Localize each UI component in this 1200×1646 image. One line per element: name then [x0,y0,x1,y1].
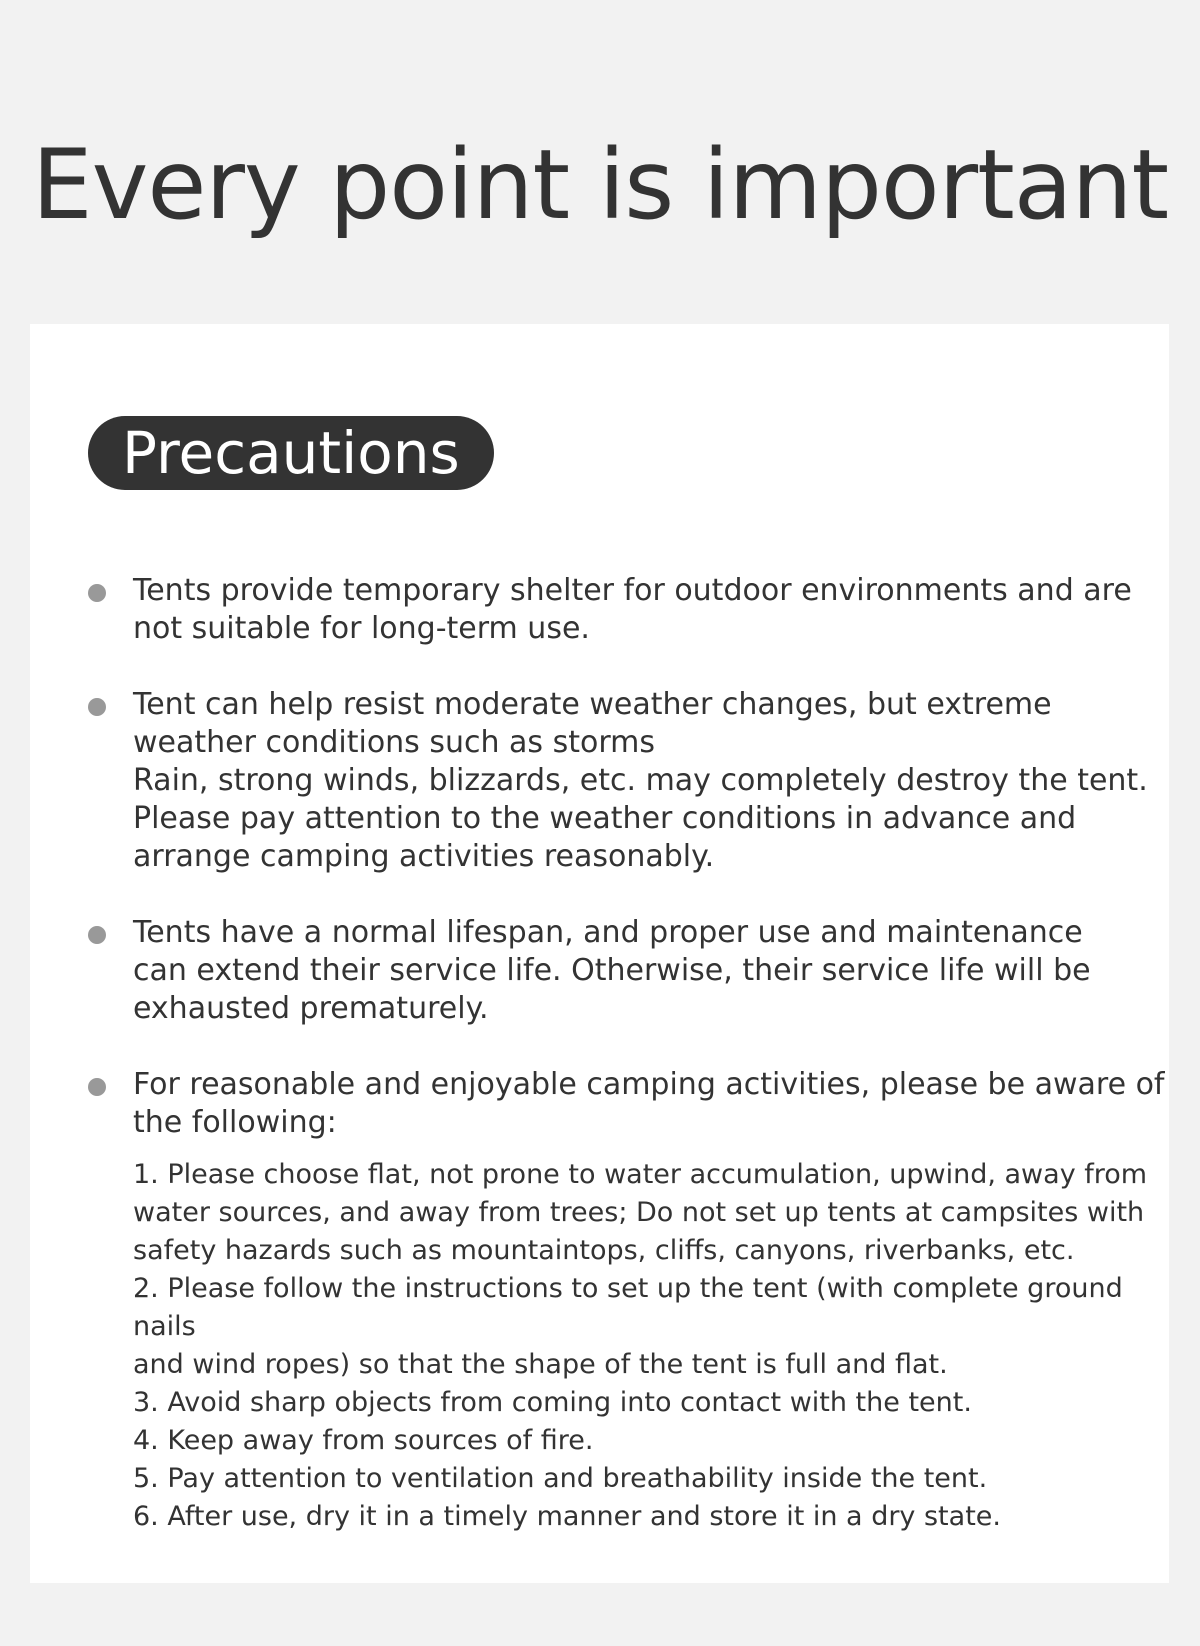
page-title: Every point is important [31,129,1169,241]
bullet-icon [88,1078,106,1096]
list-item-text: Tents have a normal lifespan, and proper use and maintenance can extend their service life. Otherwise, their service life will be exhausted prematurely. [133,915,1091,1026]
list-item-text: Tent can help resist moderate weather changes, but extreme weather conditions such as storms Rain, strong winds, blizzards, etc. may completely destroy the tent. Please pay attention to the weather conditions in advance and arrange camping activities reasonably. [133,687,1148,874]
list-item [30,914,1169,1028]
list-item [30,686,1169,876]
guideline-item: 2. Please follow the instructions to set up the tent (with complete ground nails and wind ropes) so that the shape of the tent is full and flat. [133,1273,1123,1380]
guideline-item: 3. Avoid sharp objects from coming into contact with the tent. [133,1387,972,1418]
guideline-item: 5. Pay attention to ventilation and breathability inside the tent. [133,1463,988,1494]
guideline-item: 6. After use, dry it in a timely manner and store it in a dry state. [133,1501,1001,1532]
guideline-list [133,1156,1169,1536]
section-heading-badge [88,416,494,490]
precautions-list [30,572,1169,1574]
list-item-text: For reasonable and enjoyable camping activities, please be aware of the following: [133,1067,1165,1140]
bullet-icon [88,926,106,944]
list-item [30,572,1169,648]
list-item [30,1066,1169,1536]
bullet-icon [88,584,106,602]
guideline-item: 4. Keep away from sources of fire. [133,1425,594,1456]
bullet-icon [88,698,106,716]
section-heading: Precautions [122,419,460,487]
guideline-item: 1. Please choose flat, not prone to water accumulation, upwind, away from water sources, and away from trees; Do not set up tents at campsites with safety hazards such as mountaintops, cliffs, canyons, riverbanks, etc. [133,1159,1148,1266]
list-item-text: Tents provide temporary shelter for outdoor environments and are not suitable for long-term use. [133,573,1132,646]
precautions-card [30,324,1169,1583]
